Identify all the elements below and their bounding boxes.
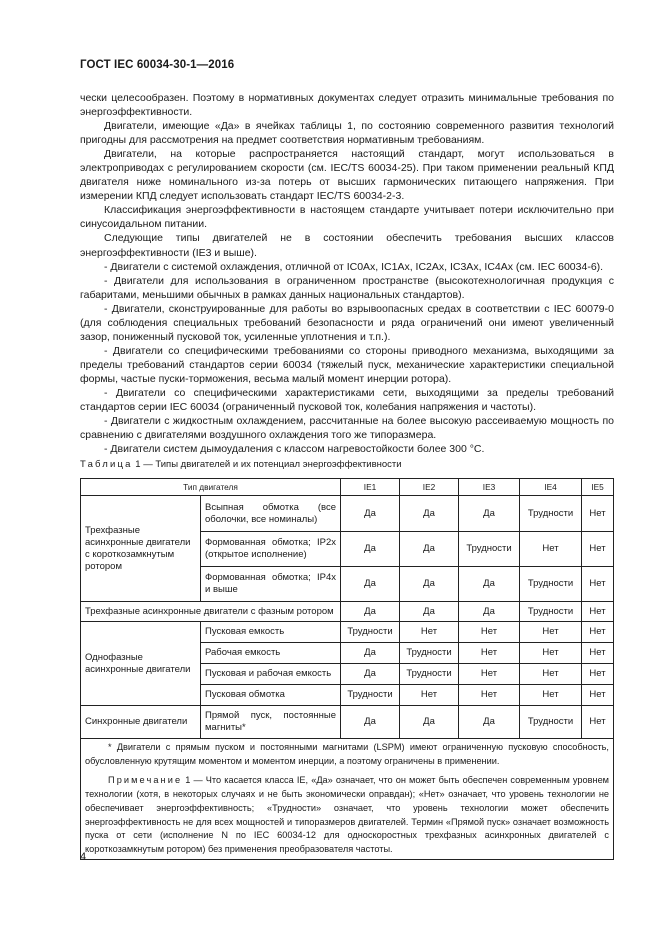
table-cell: Трудности [520,602,582,622]
table-cell: Нет [459,664,520,685]
document-header: ГОСТ IEC 60034-30-1—2016 [80,59,235,71]
page-number: 4 [80,851,87,863]
table-cell: Да [459,496,520,532]
table-cell: Да [341,496,400,532]
table-cell: Нет [520,532,582,567]
table-notes-row [81,739,614,860]
row-sublabel: Формованная обмотка; IP2x (открытое исполнение) [201,532,341,567]
note-text: 1 — Что касается класса IE, «Да» означает, что он может быть обеспечен современным уровнем технологии (хотя, в некоторых случаях и не быть экономически оправдан); «Нет» означает, что уровень технологии не обеспечивает энергоэффективность; «Трудности» означает, что уровень технологии может обеспечить энергоэффективность не для всех мощностей и типоразмеров двигателей. Термин «Прямой пуск» означает возможность пуска от сети (исполнение N по IEC 60034-12 для односкоростных трехфазных асинхронных двигателей с короткозамкнутым ротором) без применения преобразователя частоты. [85,775,609,854]
table-cell: Нет [582,532,614,567]
table-row [81,706,614,739]
table-cell: Трудности [341,685,400,706]
table-row [81,602,614,622]
table-cell: Трудности [520,567,582,602]
row-sublabel: Формованная обмотка; IP4x и выше [201,567,341,602]
table-cell: Да [341,643,400,664]
table-cell: Да [459,602,520,622]
table-cell: Да [341,706,400,739]
table-cell: Нет [520,685,582,706]
table-cell: Нет [582,664,614,685]
list-item: - Двигатели со специфическими характеристиками сети, выходящими за пределы требований стандартов серии IEC 60034 (ограниченный пусковой ток, колебания напряжения и частоты). [80,386,614,414]
row-sublabel: Пусковая обмотка [201,685,341,706]
table-cell: Трудности [520,496,582,532]
paragraph: Следующие типы двигателей не в состоянии обеспечить требования высших классов энергоэффективности (IE3 и выше). [80,232,614,259]
header-cell: Тип двигателя [81,479,341,496]
table-cell: Да [459,567,520,602]
table-cell: Нет [582,643,614,664]
table-cell: Да [400,602,459,622]
table-cell: Нет [582,685,614,706]
list-item: - Двигатели со специфическими требованиями со стороны приводного механизма, выходящими за пределы требований стандартов серии 60034 (тяжелый пуск, механические характеристики специальной формы, частые пуски-торможения, весьма малый момент инерции ротора). [80,344,614,385]
table-row [81,496,614,532]
table-cell: Трудности [520,706,582,739]
row-sublabel: Пусковая емкость [201,622,341,643]
list-item: - Двигатели, сконструированные для работы во взрывоопасных средах в соответствии с IEC 60079-0 (для соблюдения специальных требований безопасности и ряда ограничений они имеют увеличенный зазор, пониженный пусковой ток, усиленные уплотнения и т.п.). [80,302,614,343]
row-group-label: Трехфазные асинхронные двигатели с короткозамкнутым ротором [81,496,201,602]
table-cell: Да [400,706,459,739]
table-cell: Да [400,532,459,567]
table-cell: Нет [582,567,614,602]
table-cell: Нет [582,602,614,622]
list-item: - Двигатели с системой охлаждения, отличной от IC0Ax, IC1Ax, IC2Ax, IC3Ax, IC4Ax (см. IEC 60034-6). [104,260,604,273]
table-cell: Нет [459,685,520,706]
table-cell: Да [341,664,400,685]
table-cell: Нет [400,622,459,643]
paragraph: Классификация энергоэффективности в настоящем стандарте учитывает потери исключительно при синусоидальном питании. [80,204,614,231]
row-sublabel: Прямой пуск, постоянные магниты* [201,706,341,739]
table-caption-word: Таблица [80,459,133,470]
table-cell: Нет [582,706,614,739]
body-text [80,91,614,456]
paragraph: Двигатели, на которые распространяется настоящий стандарт, могут использоваться в электроприводах с регулированием скорости (см. IEC/TS 60034-25). При таком применении реальный КПД двигателя ниже номинального из-за потерь от высших гармонических питающего напряжения. При измерении КПД следует использовать стандарт IEC/TS 60034-2-3. [80,148,614,203]
table-cell: Нет [582,496,614,532]
list-item: - Двигатели систем дымоудаления с классом нагревостойкости более 300 °C. [104,443,485,456]
table-cell: Нет [400,685,459,706]
table-cell: Нет [459,643,520,664]
table-footnote: * Двигатели с прямым пуском и постоянными магнитами (LSPM) имеют ограниченную пусковую способность, обусловленную крутящим моментом и моментом инерции, а поэтому ограничены в применении. [85,742,609,766]
table-row [81,622,614,643]
header-cell: IE2 [400,479,459,496]
list-item: - Двигатели для использования в ограниченном пространстве (высокотехнологичная продукция с габаритами, меньшими обычных в рамках данных национальных стандартов). [80,274,614,301]
table-cell: Да [341,567,400,602]
paragraph: Двигатели, имеющие «Да» в ячейках таблицы 1, по состоянию современного развития технологий пригодны для рассмотрения на предмет соответствия нормативным требованиям. [80,120,614,147]
header-cell: IE1 [341,479,400,496]
paragraph: чески целесообразен. Поэтому в нормативных документах следует отразить минимальные требования по энергоэффективности. [80,92,614,119]
header-cell: IE3 [459,479,520,496]
table-cell: Нет [520,643,582,664]
table-cell: Нет [520,664,582,685]
table-cell: Да [341,602,400,622]
row-sublabel: Рабочая емкость [201,643,341,664]
table-cell: Да [341,532,400,567]
table-cell: Трудности [459,532,520,567]
motor-efficiency-table [80,478,614,860]
row-label: Синхронные двигатели [81,706,201,739]
table-cell: Нет [459,622,520,643]
table-cell: Трудности [341,622,400,643]
note-word: Примечание [108,775,183,786]
table-notes [81,739,614,860]
table-cell: Да [400,567,459,602]
table-cell: Трудности [400,643,459,664]
table-cell: Нет [582,622,614,643]
row-label: Трехфазные асинхронные двигатели с фазным ротором [81,602,341,622]
row-group-label: Однофазные асинхронные двигатели [81,622,201,706]
table-caption-text: 1 — Типы двигателей и их потенциал энергоэффективности [132,459,402,470]
row-sublabel: Всыпная обмотка (все оболочки, все номиналы) [201,496,341,532]
table-note [85,774,609,856]
table-cell: Нет [520,622,582,643]
list-item: - Двигатели с жидкостным охлаждением, рассчитанные на более высокую рассеиваемую мощность по сравнению с двигателями воздушного охлаждения того же типоразмера. [80,415,614,442]
table-header-row [81,479,614,496]
header-cell: IE5 [582,479,614,496]
table-caption [80,459,402,470]
table-cell: Да [459,706,520,739]
table-cell: Трудности [400,664,459,685]
row-sublabel: Пусковая и рабочая емкость [201,664,341,685]
table-cell: Да [400,496,459,532]
header-cell: IE4 [520,479,582,496]
